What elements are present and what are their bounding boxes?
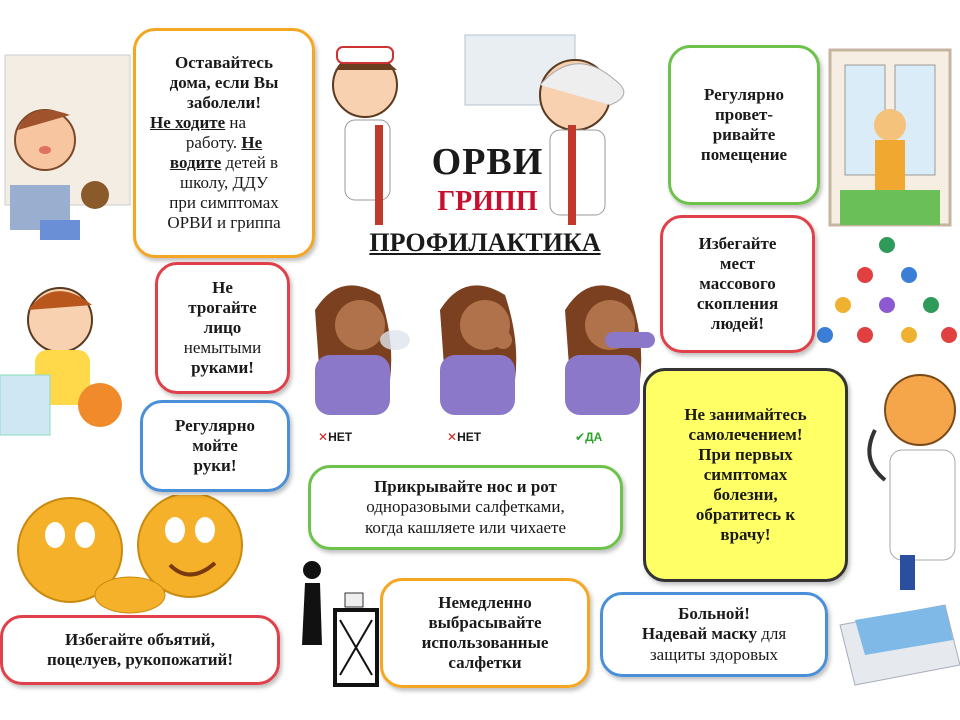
tip-wear-mask: Больной! Надевай маску для защиты здоровых — [600, 592, 828, 677]
tip-dont-touch-face: Не трогайте лицо немытыми руками! — [155, 262, 290, 394]
tip-no-self-treatment: Не занимайтесь самолечением! При первых симптомах болезни, обратитесь к врачу! — [643, 368, 848, 582]
face-mask-box-illustration — [835, 585, 960, 695]
tip-ventilate: Регулярно провет- ривайте помещение — [668, 45, 820, 205]
stay-home-line3: заболели! — [187, 92, 261, 112]
tip-cover-nose: Прикрывайте нос и рот одноразовыми салфетками, когда кашляете или чихаете — [308, 465, 623, 550]
stay-home-line2: дома, если Вы — [169, 72, 279, 92]
title-profilaktika: ПРОФИЛАКТИКА — [369, 228, 601, 257]
trash-bin-icon — [290, 555, 385, 690]
doctor-stethoscope-illustration — [855, 360, 960, 590]
stay-home-line6: водите детей в — [169, 153, 279, 173]
tip-throw-tissues: Немедленно выбрасывайте использованные салфетки — [380, 578, 590, 688]
cough-girl-2 — [425, 270, 535, 420]
stay-home-line8: при симптомах — [169, 193, 279, 213]
sick-child-illustration — [0, 45, 135, 245]
stay-home-line7: школу, ДДУ — [180, 173, 268, 193]
boy-washing-hands-illustration — [0, 265, 135, 445]
tip-stay-home — [133, 28, 315, 258]
cough-label-no-1: ✕НЕТ — [318, 430, 353, 444]
title-orvi: ОРВИ — [431, 141, 544, 183]
crowd-illustration — [815, 230, 960, 360]
stay-home-line4: Не ходите на — [150, 112, 247, 132]
window-ventilation-illustration — [820, 30, 960, 230]
stay-home-line5: работу. Не — [185, 132, 263, 152]
tip-avoid-crowds: Избегайте мест массового скопления людей! — [660, 215, 815, 353]
cough-girl-1 — [300, 270, 410, 420]
stay-home-line9: ОРВИ и гриппа — [167, 213, 281, 233]
emoji-handshake-illustration — [0, 495, 245, 620]
cough-label-yes: ✔ДА — [575, 430, 603, 444]
tip-avoid-hugs: Избегайте объятий, поцелуев, рукопожатий! — [0, 615, 280, 685]
cough-label-no-2: ✕НЕТ — [447, 430, 482, 444]
tip-wash-hands: Регулярно мойте руки! — [140, 400, 290, 492]
stay-home-line1: Оставайтесь — [175, 52, 273, 72]
title-gripp: ГРИПП — [437, 186, 538, 217]
